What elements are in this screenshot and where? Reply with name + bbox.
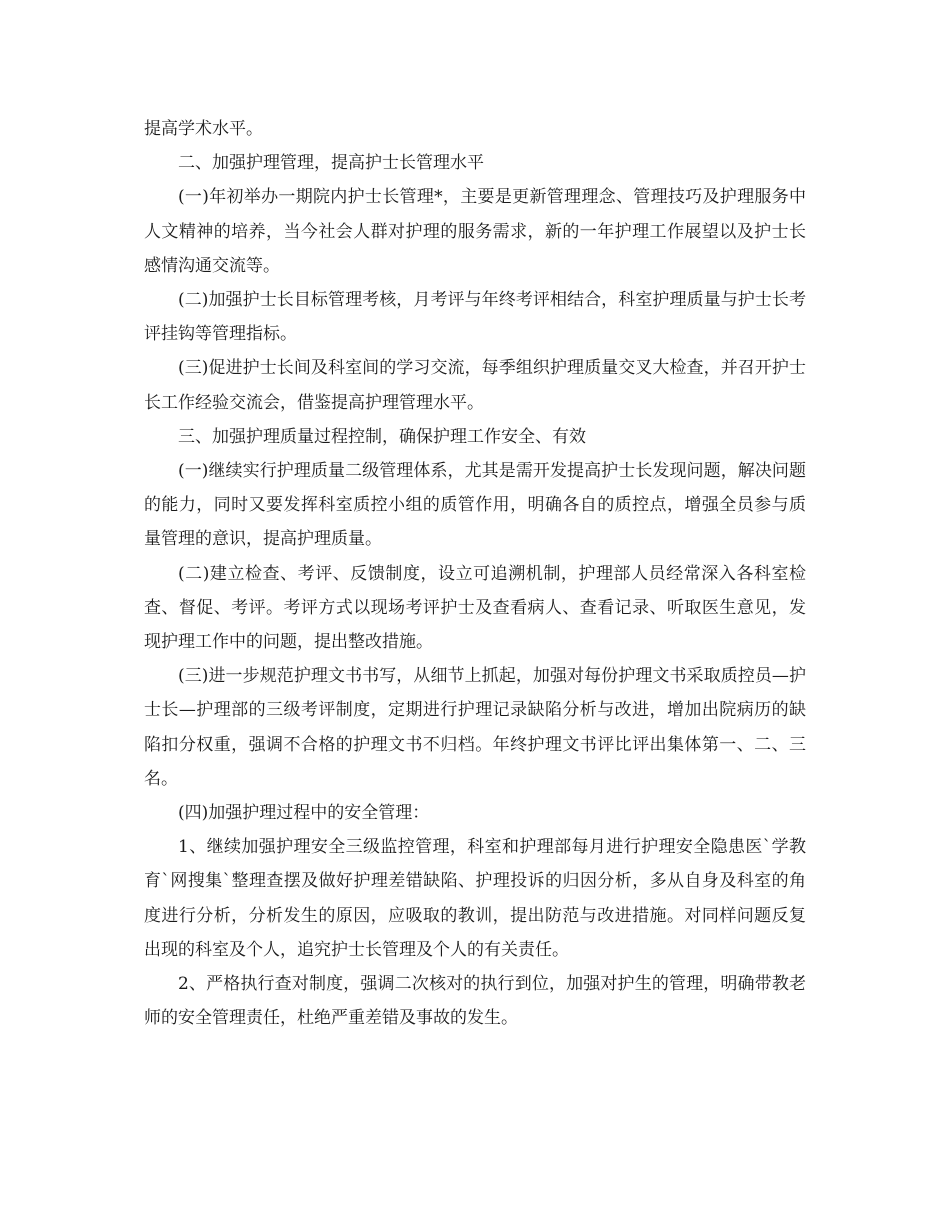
paragraph-3-2: (二)建立检查、考评、反馈制度，设立可追溯机制，护理部人员经常深入各科室检查、督促、考评。考评方式以现场考评护士及查看病人、查看记录、听取医生意见，发现护理工作中的问题，提出整改措施。: [144, 563, 806, 653]
paragraph-3-4-item-1: 1、继续加强护理安全三级监控管理，科室和护理部每月进行护理安全隐患医`学教育`网搜集`整理查摆及做好护理差错缺陷、护理投诉的归因分析，多从自身及科室的角度进行分析，分析发生的原因，应吸取的教训，提出防范与改进措施。对同样问题反复出现的科室及个人，追究护士长管理及个人的有关责任。: [144, 837, 806, 960]
paragraph-3-4-item-2: 2、严格执行查对制度，强调二次核对的执行到位，加强对护生的管理，明确带教老师的安全管理责任，杜绝严重差错及事故的发生。: [144, 974, 806, 1029]
paragraph-3-4-heading: (四)加强护理过程中的安全管理：: [178, 803, 430, 824]
paragraph-3-3: (三)进一步规范护理文书书写，从细节上抓起，加强对每份护理文书采取质控员—护士长—护理部的三级考评制度，定期进行护理记录缺陷分析与改进，增加出院病历的缺陷扣分权重，强调不合格的护理文书不归档。年终护理文书评比评出集体第一、二、三名。: [144, 666, 806, 789]
section-heading-2: 二、加强护理管理，提高护士长管理水平: [178, 153, 484, 174]
paragraph-continuation: 提高学术水平。: [144, 119, 263, 139]
paragraph-2-2: (二)加强护士长目标管理考核，月考评与年终考评相结合，科室护理质量与护士长考评挂钩等管理指标。: [144, 290, 806, 345]
paragraph-3-1: (一)继续实行护理质量二级管理体系，尤其是需开发提高护士长发现问题，解决问题的能力，同时又要发挥科室质控小组的质管作用，明确各自的质控点，增强全员参与质量管理的意识，提高护理质量。: [144, 461, 806, 550]
document-body: [144, 112, 806, 1035]
section-heading-3: 三、加强护理质量过程控制，确保护理工作安全、有效: [178, 426, 586, 447]
paragraph-2-1: (一)年初举办一期院内护士长管理*，主要是更新管理理念、管理技巧及护理服务中人文精神的培养，当今社会人群对护理的服务需求，新的一年护理工作展望以及护士长感情沟通交流等。: [144, 187, 806, 276]
paragraph-2-3: (三)促进护士长间及科室间的学习交流，每季组织护理质量交叉大检查，并召开护士长工作经验交流会，借鉴提高护理管理水平。: [144, 358, 806, 413]
